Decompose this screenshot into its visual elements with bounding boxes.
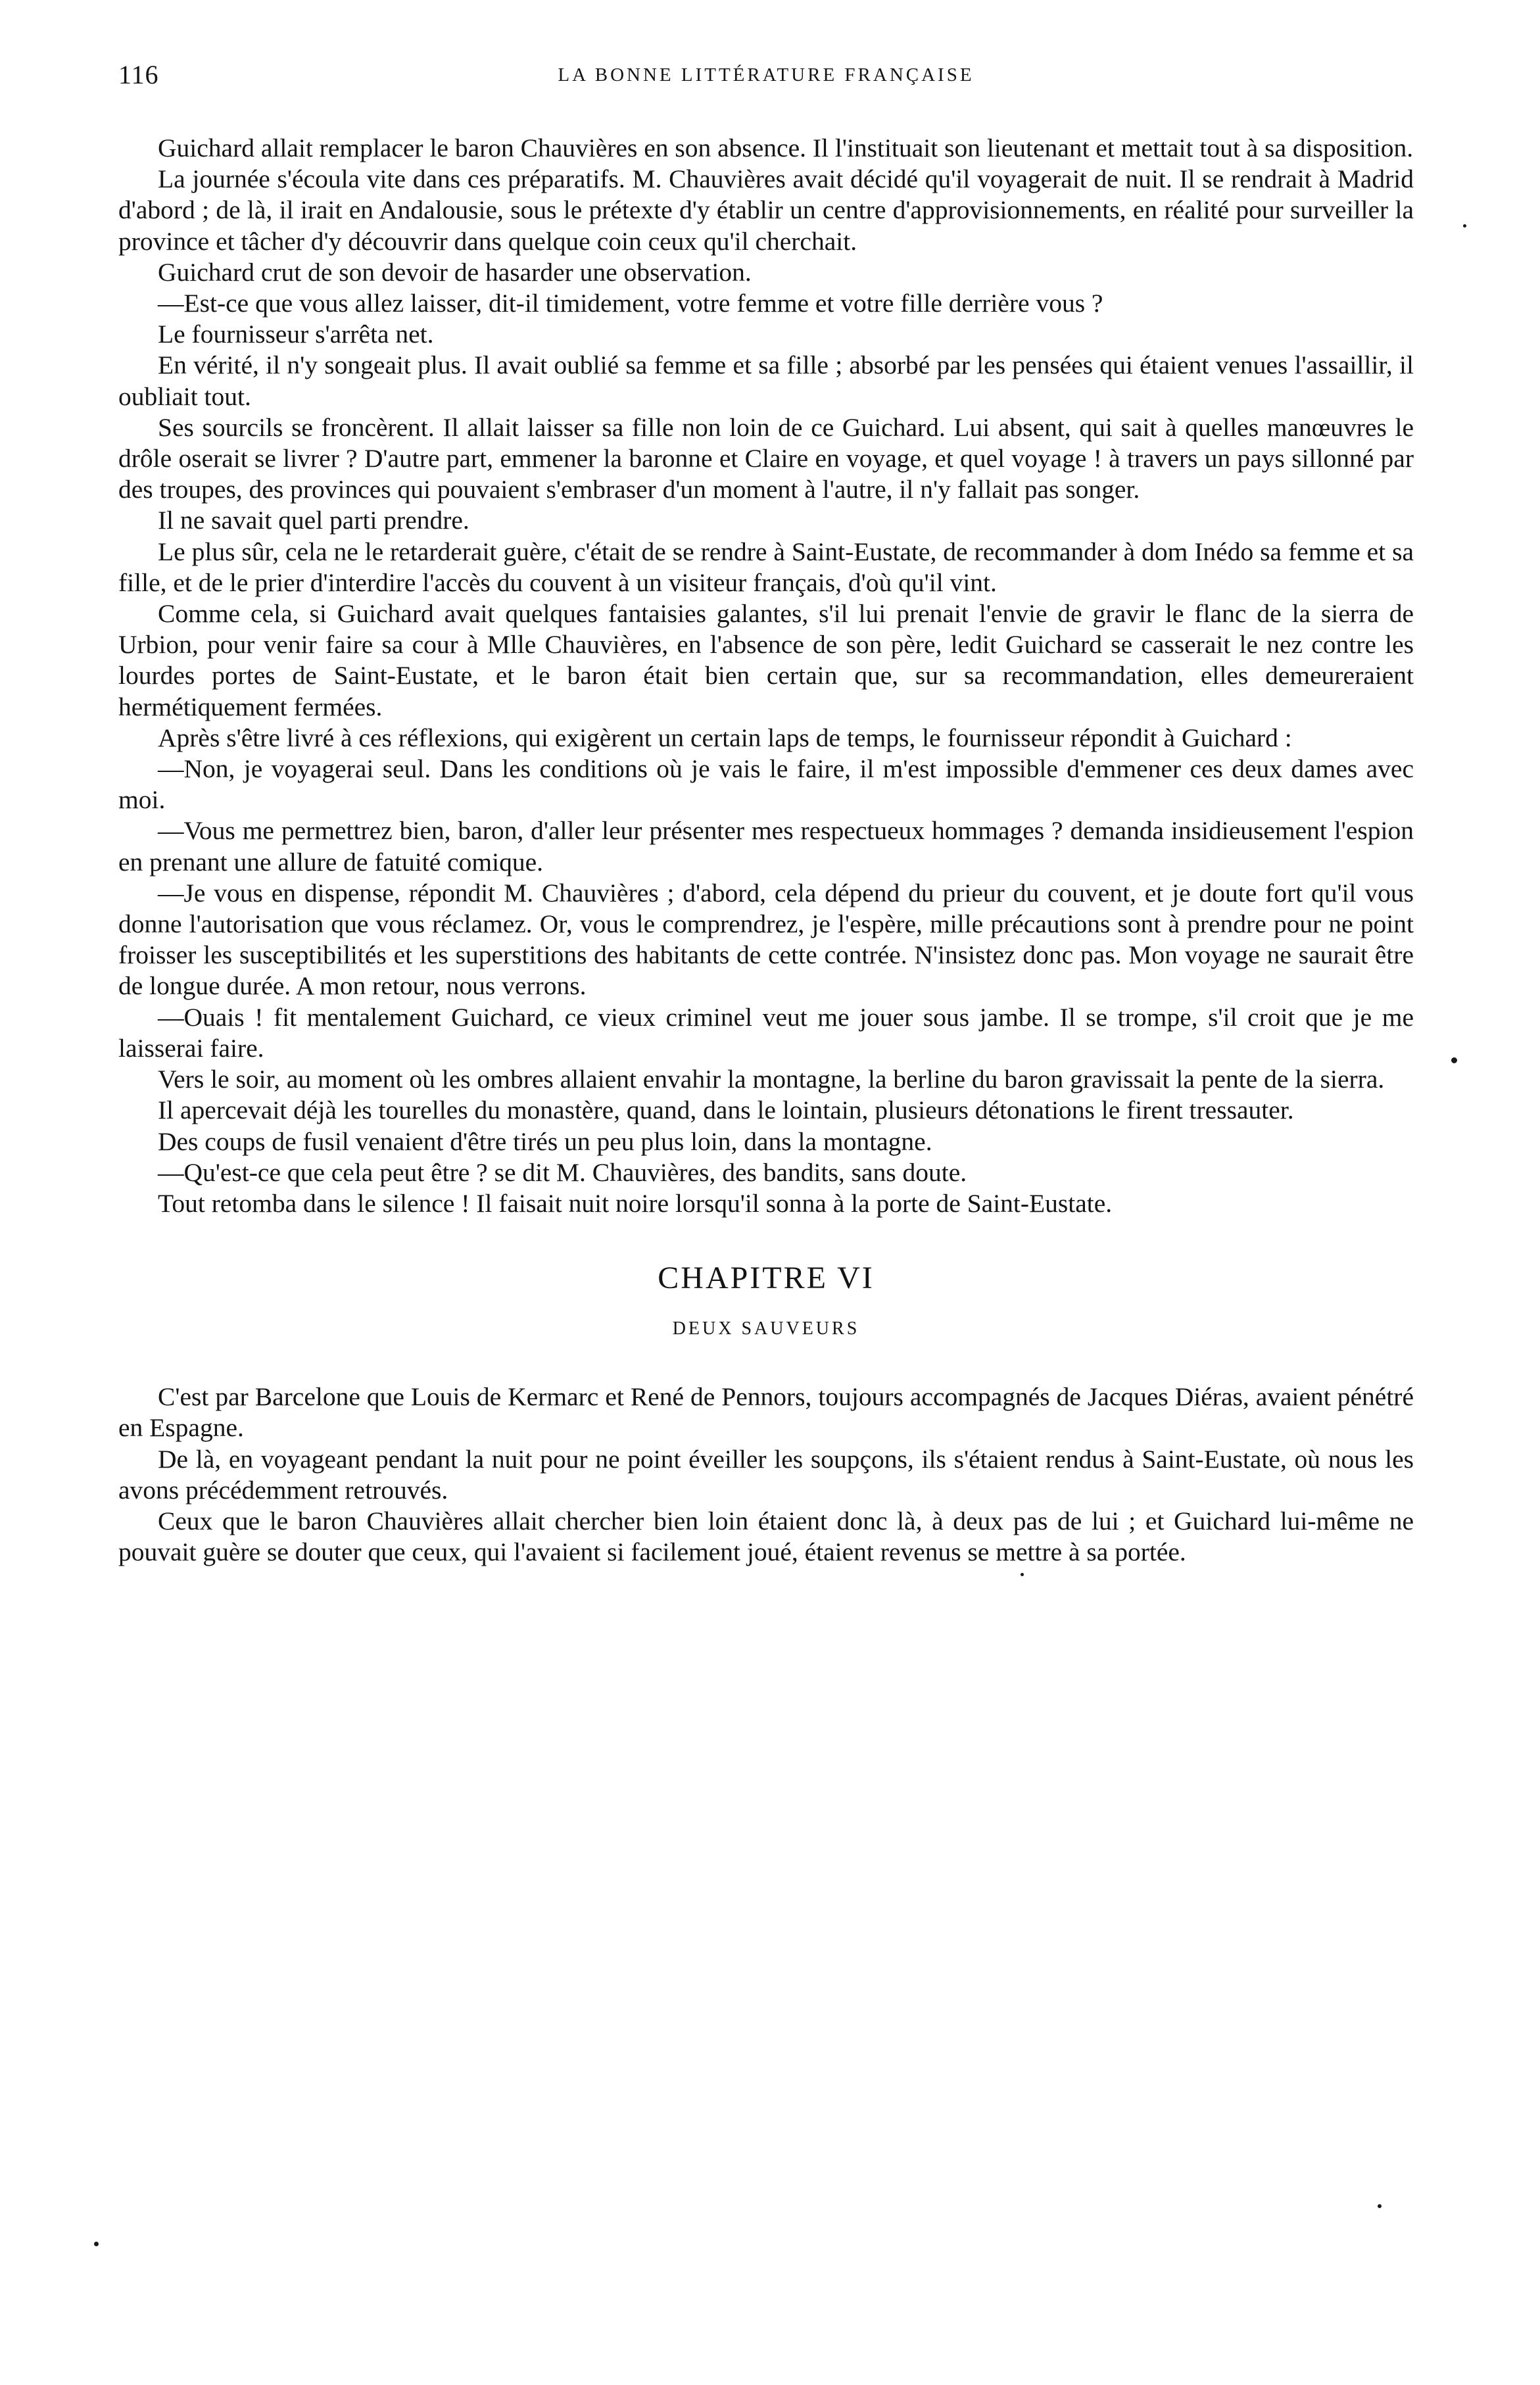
chapter-subtitle: DEUX SAUVEURS bbox=[672, 1318, 860, 1339]
paragraph: —Je vous en dispense, répondit M. Chauvières ; d'abord, cela dépend du prieur du couvent, et je doute fort qu'il vous donne l'autorisation que vous réclamez. Or, vous le comprendrez, je l'espère, mille précautions sont à prendre pour ne point froisser les susceptibilités et les superstitions des habitants de cette contrée. N'insistez donc pas. Mon voyage ne saurait être de longue durée. A mon retour, nous verrons. bbox=[118, 878, 1414, 1001]
paragraph: Vers le soir, au moment où les ombres allaient envahir la montagne, la berline du baron gravissait la pente de la sierra. bbox=[158, 1065, 1385, 1094]
chapter-title: CHAPITRE VI bbox=[658, 1261, 875, 1296]
page-number: 116 bbox=[118, 60, 159, 89]
paragraph: En vérité, il n'y songeait plus. Il avait oublié sa femme et sa fille ; absorbé par les pensées qui étaient venues l'assaillir, il oubliait tout. bbox=[118, 350, 1414, 411]
running-head bbox=[118, 59, 1414, 99]
running-title: LA BONNE LITTÉRATURE FRANÇAISE bbox=[558, 64, 975, 85]
paragraph: Le plus sûr, cela ne le retarderait guère, c'était de se rendre à Saint-Eustate, de recommander à dom Inédo sa femme et sa fille, et de le prier d'interdire l'accès du couvent à un visiteur français, d'où qu'il vint. bbox=[118, 537, 1414, 597]
paragraph: De là, en voyageant pendant la nuit pour ne point éveiller les soupçons, ils s'étaient rendus à Saint-Eustate, où nous les avons précédemment retrouvés. bbox=[118, 1444, 1414, 1505]
paragraph: C'est par Barcelone que Louis de Kermarc et René de Pennors, toujours accompagnés de Jacques Diéras, avaient pénétré en Espagne. bbox=[118, 1382, 1414, 1443]
paragraph: —Qu'est-ce que cela peut être ? se dit M. Chauvières, des bandits, sans doute. bbox=[158, 1157, 967, 1187]
body-text-chapter-six bbox=[118, 1382, 1414, 1568]
scan-speck bbox=[1378, 2204, 1382, 2208]
paragraph: Tout retomba dans le silence ! Il faisait nuit noire lorsqu'il sonna à la porte de Saint-Eustate. bbox=[158, 1188, 1113, 1218]
paragraph: —Ouais ! fit mentalement Guichard, ce vieux criminel veut me jouer sous jambe. Il se trompe, s'il croit que je me laisserai faire. bbox=[118, 1002, 1414, 1063]
scan-speck bbox=[94, 2242, 99, 2246]
paragraph: Le fournisseur s'arrêta net. bbox=[158, 320, 434, 349]
paragraph: Guichard allait remplacer le baron Chauvières en son absence. Il l'instituait son lieutenant et mettait tout à sa disposition. bbox=[158, 133, 1414, 162]
paragraph: —Non, je voyagerai seul. Dans les conditions où je vais le faire, il m'est impossible d'emmener ces deux dames avec moi. bbox=[118, 754, 1414, 815]
paragraph: Il ne savait quel parti prendre. bbox=[158, 506, 469, 535]
paragraph: La journée s'écoula vite dans ces préparatifs. M. Chauvières avait décidé qu'il voyagerait de nuit. Il se rendrait à Madrid d'abord ; de là, il irait en Andalousie, sous le prétexte d'y établir un centre d'approvisionnements, en réalité pour surveiller la province et tâcher d'y découvrir dans quelque coin ceux qu'il cherchait. bbox=[118, 164, 1414, 256]
paragraph: —Vous me permettrez bien, baron, d'aller leur présenter mes respectueux hommages ? demanda insidieusement l'espion en prenant une allure de fatuité comique. bbox=[118, 816, 1414, 877]
book-page bbox=[118, 59, 1414, 1568]
paragraph: Des coups de fusil venaient d'être tirés un peu plus loin, dans la montagne. bbox=[158, 1126, 932, 1156]
scan-speck bbox=[1463, 224, 1466, 228]
paragraph: —Est-ce que vous allez laisser, dit-il timidement, votre femme et votre fille derrière vous ? bbox=[158, 289, 1103, 318]
body-text-before-chapter bbox=[118, 133, 1414, 1219]
paragraph: Guichard crut de son devoir de hasarder une observation. bbox=[158, 257, 752, 287]
paragraph: Après s'être livré à ces réflexions, qui exigèrent un certain laps de temps, le fournisseur répondit à Guichard : bbox=[158, 723, 1292, 752]
scan-speck bbox=[1021, 1573, 1024, 1576]
scan-speck bbox=[1451, 1057, 1457, 1063]
paragraph: Il apercevait déjà les tourelles du monastère, quand, dans le lointain, plusieurs détonations le firent tressauter. bbox=[158, 1096, 1294, 1125]
paragraph: Comme cela, si Guichard avait quelques fantaisies galantes, s'il lui prenait l'envie de gravir le flanc de la sierra de Urbion, pour venir faire sa cour à Mlle Chauvières, en l'absence de son père, ledit Guichard se casserait le nez contre les lourdes portes de Saint-Eustate, et le baron était bien certain que, sur sa recommandation, elles demeureraient hermétiquement fermées. bbox=[118, 599, 1414, 721]
paragraph: Ceux que le baron Chauvières allait chercher bien loin étaient donc là, à deux pas de lui ; et Guichard lui-même ne pouvait guère se douter que ceux, qui l'avaient si facilement joué, étaient revenus se mettre à sa portée. bbox=[118, 1506, 1414, 1567]
paragraph: Ses sourcils se froncèrent. Il allait laisser sa fille non loin de ce Guichard. Lui absent, qui sait à quelles manœuvres le drôle oserait se livrer ? D'autre part, emmener la baronne et Claire en voyage, et quel voyage ! à travers un pays sillonné par des troupes, des provinces qui pouvaient s'embraser d'un moment à l'autre, il n'y fallait pas songer. bbox=[118, 412, 1414, 504]
